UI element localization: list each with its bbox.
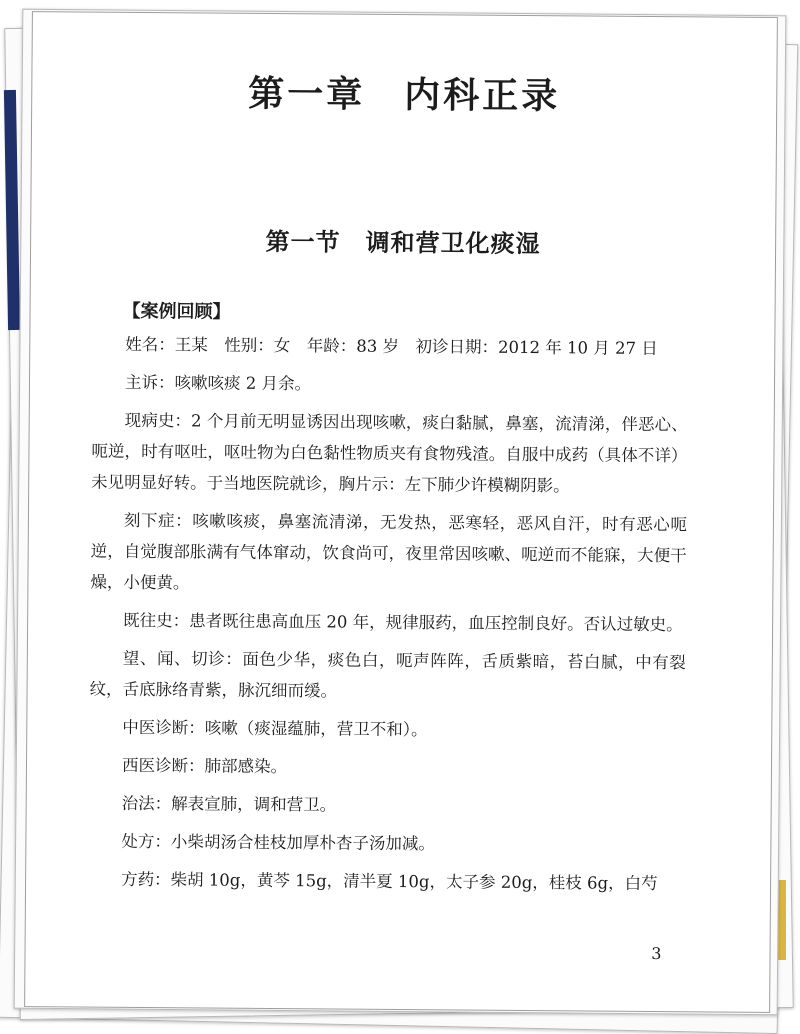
chapter-title: 第一章 内科正录 <box>248 73 561 118</box>
patient-info-line: 姓名：王某 性别：女 年龄：83 岁 初诊日期：2012 年 10 月 27 日 <box>125 334 658 359</box>
tcm-diagnosis: 中医诊断：咳嗽（痰湿蕴肺，营卫不和）。 <box>122 717 428 740</box>
current-symptoms: 刻下症：咳嗽咳痰，鼻塞流清涕，无发热，恶寒轻，恶风自汗，时有恶心呃逆，自觉腹部胀满有气体窜动，饮食尚可，夜里常因咳嗽、呃逆而不能寐，大便干燥，小便黄。 <box>90 510 687 593</box>
treatment-method: 治法：解表宣肺，调和营卫。 <box>121 793 337 815</box>
document-page <box>24 11 778 1013</box>
case-body <box>88 329 688 907</box>
prescription: 处方：小柴胡汤合桂枝加厚朴杏子汤加减。 <box>121 831 435 854</box>
section-title: 第一节 调和营卫化痰湿 <box>265 226 541 259</box>
examination: 望、闻、切诊：面色少华，痰色白，呃声阵阵，舌质紫暗，苔白腻，中有裂纹，舌底脉络青紫，脉沉细而缓。 <box>89 648 686 701</box>
western-diagnosis: 西医诊断：肺部感染。 <box>121 755 288 777</box>
past-history: 既往史：患者既往患高血压 20 年，规律服药，血压控制良好。否认过敏史。 <box>123 610 683 635</box>
chief-complaint: 主诉：咳嗽咳痰 2 月余。 <box>124 372 312 394</box>
page-number: 3 <box>651 943 662 964</box>
case-heading: 【案例回顾】 <box>122 300 231 323</box>
formula: 方药：柴胡 10g，黄芩 15g，清半夏 10g，太子参 20g，桂枝 6g，白芍 <box>121 869 658 894</box>
present-illness-history: 现病史：2 个月前无明显诱因出现咳嗽，痰白黏腻，鼻塞，流清涕，伴恶心、呃逆，时有呕吐，呕吐物为白色黏性物质夹有食物残渣。自服中成药（具体不详）未见明显好转。于当地医院就诊，胸片示：左下肺少许模糊阴影。 <box>91 410 688 496</box>
